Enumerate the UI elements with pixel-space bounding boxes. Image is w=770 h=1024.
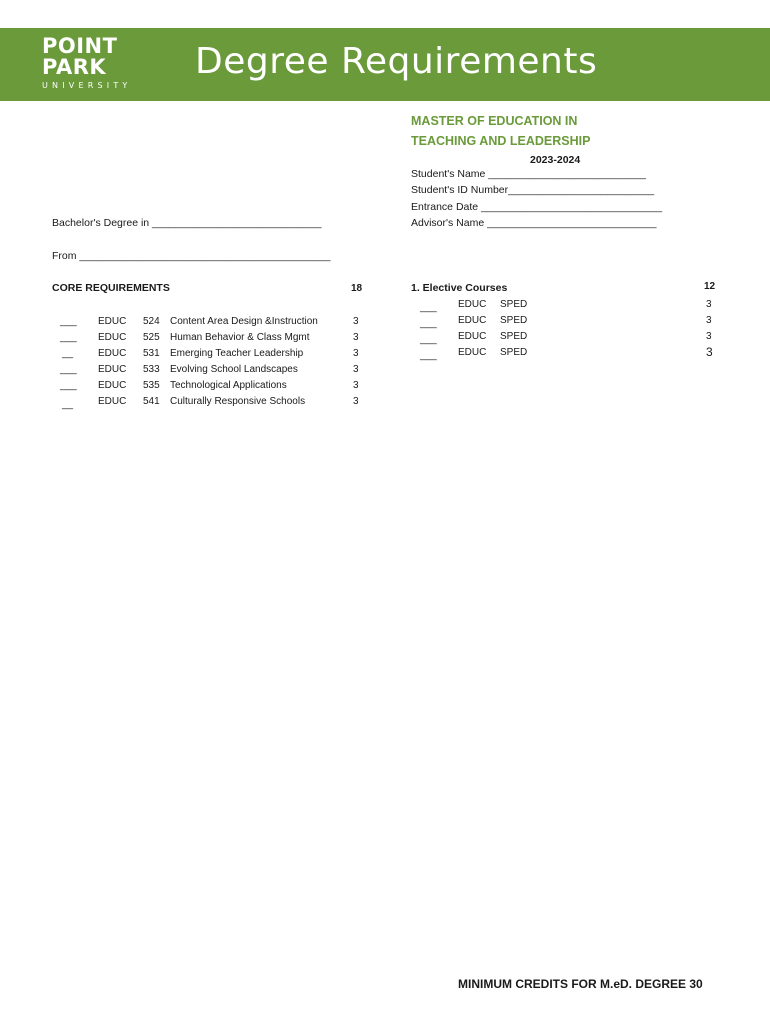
course-dept: EDUC [98, 396, 127, 407]
course-title: Emerging Teacher Leadership [170, 348, 304, 359]
elective-courses-heading: 1. Elective Courses [411, 282, 508, 294]
course-credits: 3 [706, 315, 712, 326]
course-credits: 3 [706, 331, 712, 342]
course-dept: EDUC [458, 331, 487, 342]
course-blank[interactable]: ___ [60, 364, 77, 375]
course-dept: EDUC [458, 315, 487, 326]
course-dept: EDUC [98, 316, 127, 327]
course-dept: EDUC [98, 364, 127, 375]
entrance-date-field[interactable]: Entrance Date _______________________________ [411, 201, 663, 213]
course-number: 525 [143, 332, 160, 343]
header-banner [0, 28, 770, 101]
course-dept: EDUC [98, 380, 127, 391]
course-title: Content Area Design &Instruction [170, 316, 318, 327]
core-total-credits: 18 [351, 283, 363, 294]
course-number: 533 [143, 364, 160, 375]
course-title: Culturally Responsive Schools [170, 396, 306, 407]
course-credits: 3 [353, 316, 359, 327]
logo-line-1: POINT [42, 34, 118, 58]
course-title: Human Behavior & Class Mgmt [170, 332, 310, 343]
course-subject: SPED [500, 299, 528, 310]
course-number: 531 [143, 348, 160, 359]
course-dept: EDUC [458, 299, 487, 310]
advisor-name-field[interactable]: Advisor's Name _____________________________ [411, 217, 657, 229]
course-credits: 3 [353, 396, 359, 407]
course-dept: EDUC [98, 332, 127, 343]
core-requirements-heading: CORE REQUIREMENTS [52, 282, 170, 294]
course-number: 524 [143, 316, 160, 327]
course-blank[interactable]: ___ [60, 332, 77, 343]
course-blank[interactable]: ___ [60, 380, 77, 391]
course-subject: SPED [500, 347, 528, 358]
university-logo [42, 36, 132, 90]
bachelor-degree-field[interactable]: Bachelor's Degree in _____________________________ [52, 217, 322, 229]
course-credits: 3 [706, 345, 713, 359]
course-credits: 3 [353, 332, 359, 343]
course-credits: 3 [353, 364, 359, 375]
minimum-credits-footer: MINIMUM CREDITS FOR M.eD. DEGREE 30 [458, 977, 703, 991]
course-title: Technological Applications [170, 380, 287, 391]
course-dept: EDUC [98, 348, 127, 359]
course-credits: 3 [706, 299, 712, 310]
course-credits: 3 [353, 380, 359, 391]
course-blank[interactable]: ___ [420, 350, 437, 361]
course-number: 541 [143, 396, 160, 407]
course-title: Evolving School Landscapes [170, 364, 298, 375]
student-name-field[interactable]: Student's Name ___________________________ [411, 168, 646, 180]
logo-line-2: PARK [42, 55, 107, 79]
course-credits: 3 [353, 348, 359, 359]
course-blank[interactable]: ___ [420, 334, 437, 345]
program-title-line-2: TEACHING AND LEADERSHIP [411, 134, 591, 148]
course-blank[interactable]: __ [62, 348, 74, 359]
course-blank[interactable]: __ [62, 399, 74, 410]
student-id-field[interactable]: Student's ID Number_________________________ [411, 184, 655, 196]
program-title-line-1: MASTER OF EDUCATION IN [411, 114, 578, 128]
course-number: 535 [143, 380, 160, 391]
course-blank[interactable]: ___ [420, 302, 437, 313]
from-field[interactable]: From ___________________________________________ [52, 250, 331, 262]
course-subject: SPED [500, 331, 528, 342]
academic-year: 2023-2024 [530, 154, 581, 166]
elective-total-credits: 12 [704, 281, 716, 292]
page-title: Degree Requirements [195, 41, 598, 82]
logo-line-3: UNIVERSITY [42, 81, 132, 90]
course-dept: EDUC [458, 347, 487, 358]
course-blank[interactable]: ___ [420, 318, 437, 329]
course-blank[interactable]: ___ [60, 316, 77, 327]
course-subject: SPED [500, 315, 528, 326]
